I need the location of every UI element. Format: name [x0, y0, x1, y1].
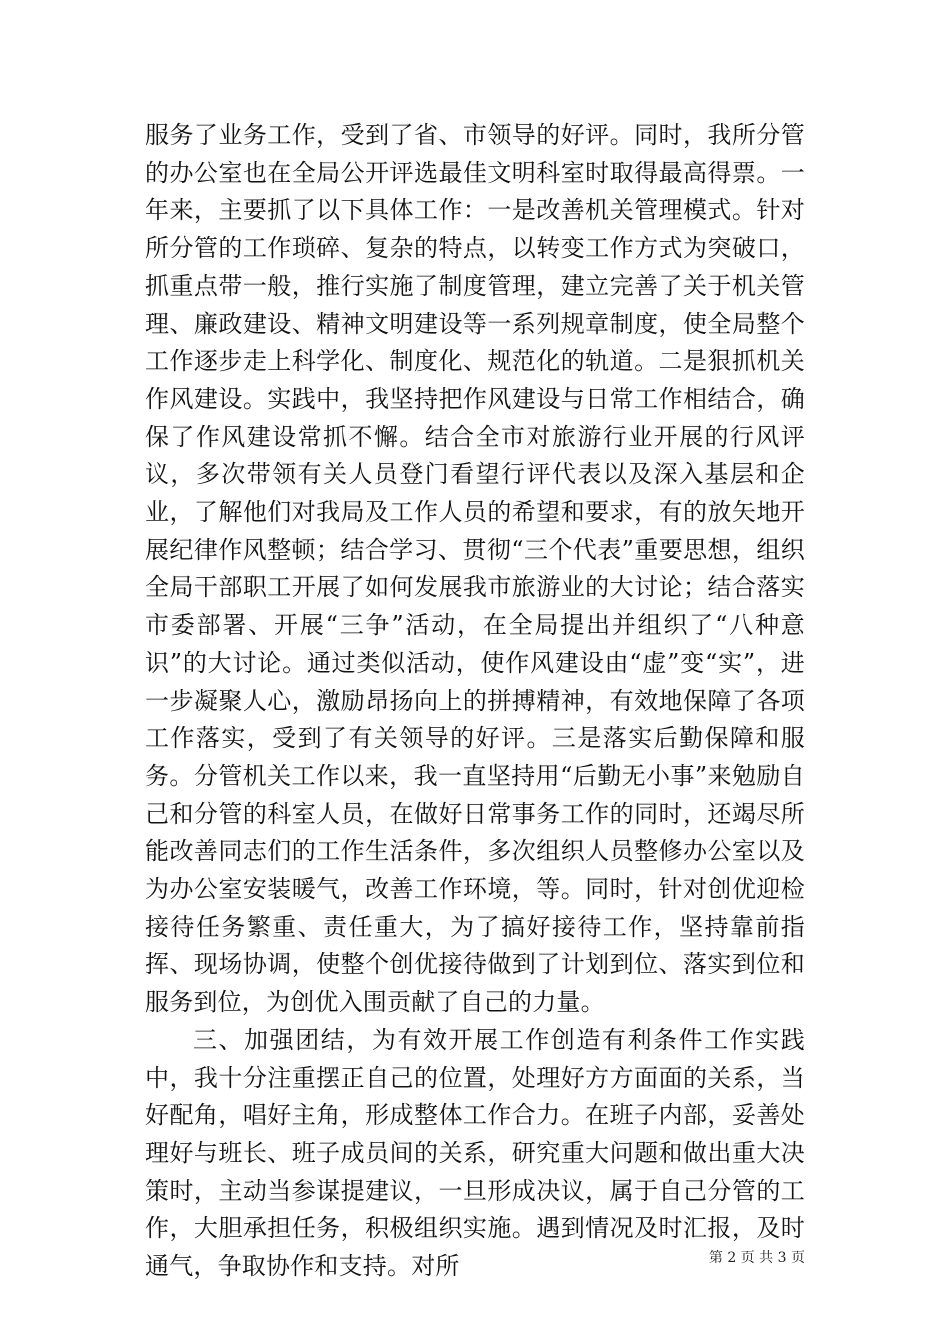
paragraph-2: 三、加强团结，为有效开展工作创造有利条件工作实践中，我十分注重摆正自己的位置，处理好方方面面的关系，当好配角，唱好主角，形成整体工作合力。在班子内部，妥善处理好与班长、班子成员间的关系，研究重大问题和做出重大决策时，主动当参谋提建议，一旦形成决议，属于自己分管的工作，大胆承担任务，积极组织实施。遇到情况及时汇报，及时通气，争取协作和支持。对所: [145, 1025, 805, 1281]
page-number-footer: 第 2 页 共 3 页: [708, 1250, 805, 1266]
paragraph-1: 服务了业务工作，受到了省、市领导的好评。同时，我所分管的办公室也在全局公开评选最佳文明科室时取得最高得票。一年来，主要抓了以下具体工作：一是改善机关管理模式。针对所分管的工作琐碎、复杂的特点，以转变工作方式为突破口，抓重点带一般，推行实施了制度管理，建立完善了关于机关管理、廉政建设、精神文明建设等一系列规章制度，使全局整个工作逐步走上科学化、制度化、规范化的轨道。二是狠抓机关作风建设。实践中，我坚持把作风建设与日常工作相结合，确保了作风建设常抓不懈。结合全市对旅游行业开展的行风评议，多次带领有关人员登门看望行评代表以及深入基层和企业，了解他们对我局及工作人员的希望和要求，有的放矢地开展纪律作风整顿；结合学习、贯彻“三个代表”重要思想，组织全局干部职工开展了如何发展我市旅游业的大讨论；结合落实市委部署、开展“三争”活动，在全局提出并组织了“八种意识”的大讨论。通过类似活动，使作风建设由“虚”变“实”，进一步凝聚人心，激励昂扬向上的拼搏精神，有效地保障了各项工作落实，受到了有关领导的好评。三是落实后勤保障和服务。分管机关工作以来，我一直坚持用“后勤无小事”来勉励自己和分管的科室人员，在做好日常事务工作的同时，还竭尽所能改善同志们的工作生活条件，多次组织人员整修办公室以及为办公室安装暖气，改善工作环境，等。同时，针对创优迎检接待任务繁重、责任重大，为了搞好接待工作，坚持靠前指挥、现场协调，使整个创优接待做到了计划到位、落实到位和服务到位，为创优入围贡献了自己的力量。: [145, 121, 805, 1017]
document-body: [145, 117, 805, 1286]
